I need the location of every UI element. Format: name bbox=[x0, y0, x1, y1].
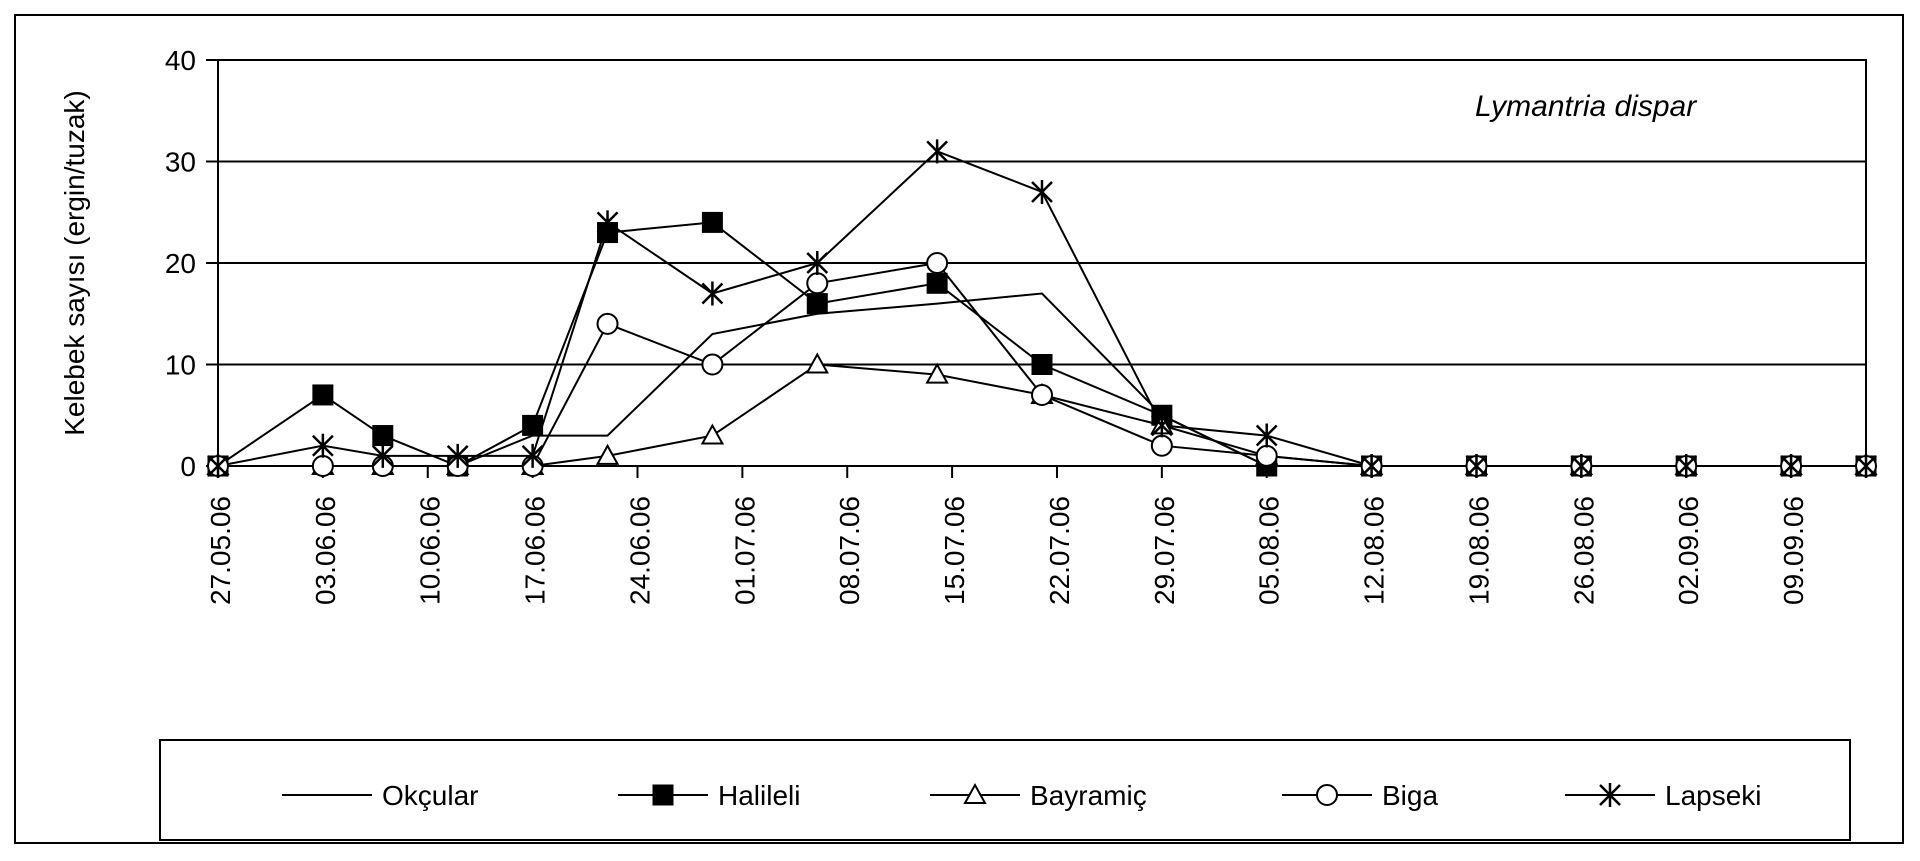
x-tick-label: 01.07.06 bbox=[729, 496, 761, 605]
x-tick-label: 17.06.06 bbox=[519, 496, 551, 605]
y-tick-label: 40 bbox=[164, 45, 196, 76]
species-annotation: Lymantria dispar bbox=[1475, 90, 1697, 123]
data-point bbox=[807, 294, 827, 314]
data-point bbox=[702, 355, 722, 375]
series-markers bbox=[208, 139, 1876, 478]
data-point bbox=[598, 314, 618, 334]
y-tick-label: 10 bbox=[164, 349, 196, 381]
y-axis-label: Kelebek sayısı (ergin/tuzak) bbox=[59, 90, 90, 436]
y-tick-label: 0 bbox=[180, 451, 196, 482]
legend-label: Bayramiç bbox=[1030, 780, 1147, 811]
data-point bbox=[927, 139, 947, 163]
legend-label: Okçular bbox=[382, 780, 479, 811]
x-tick-label: 12.08.06 bbox=[1358, 496, 1390, 605]
data-point bbox=[702, 281, 722, 305]
data-point bbox=[313, 434, 333, 458]
legend-label: Lapseki bbox=[1665, 780, 1762, 811]
legend-label: Halileli bbox=[718, 780, 801, 811]
x-tick-label: 02.09.06 bbox=[1673, 496, 1705, 605]
data-point bbox=[702, 426, 722, 444]
x-tick-label: 29.07.06 bbox=[1148, 496, 1180, 605]
data-point bbox=[1032, 355, 1052, 375]
x-tick-label: 22.07.06 bbox=[1043, 496, 1075, 605]
data-point bbox=[702, 212, 722, 232]
data-point bbox=[807, 273, 827, 293]
series-line-1 bbox=[218, 222, 1866, 466]
data-point bbox=[1257, 446, 1277, 466]
data-point bbox=[1032, 180, 1052, 204]
y-tick-label: 30 bbox=[164, 146, 196, 178]
legend-marker bbox=[1317, 785, 1337, 805]
data-point bbox=[523, 415, 543, 435]
x-tick-label: 27.05.06 bbox=[205, 496, 236, 605]
x-tick-label: 09.09.06 bbox=[1778, 496, 1810, 605]
axes bbox=[165, 45, 1866, 605]
data-point bbox=[927, 253, 947, 273]
data-point bbox=[1152, 436, 1172, 456]
x-tick-label: 05.08.06 bbox=[1253, 496, 1285, 605]
data-point bbox=[373, 426, 393, 446]
x-tick-label: 03.06.06 bbox=[309, 496, 341, 605]
legend-label: Biga bbox=[1382, 780, 1439, 811]
x-tick-label: 10.06.06 bbox=[414, 496, 446, 605]
y-tick-label: 20 bbox=[164, 248, 196, 279]
x-tick-label: 19.08.06 bbox=[1463, 496, 1495, 605]
x-tick-label: 15.07.06 bbox=[939, 496, 971, 605]
series-line-2 bbox=[218, 365, 1866, 467]
legend-marker bbox=[653, 785, 673, 805]
x-tick-label: 08.07.06 bbox=[834, 496, 866, 605]
data-point bbox=[927, 273, 947, 293]
data-point bbox=[313, 385, 333, 405]
data-point bbox=[1032, 385, 1052, 405]
x-tick-label: 26.08.06 bbox=[1568, 496, 1600, 605]
series-line-0 bbox=[218, 294, 1866, 467]
x-tick-label: 24.06.06 bbox=[624, 496, 656, 605]
data-point bbox=[313, 456, 333, 476]
